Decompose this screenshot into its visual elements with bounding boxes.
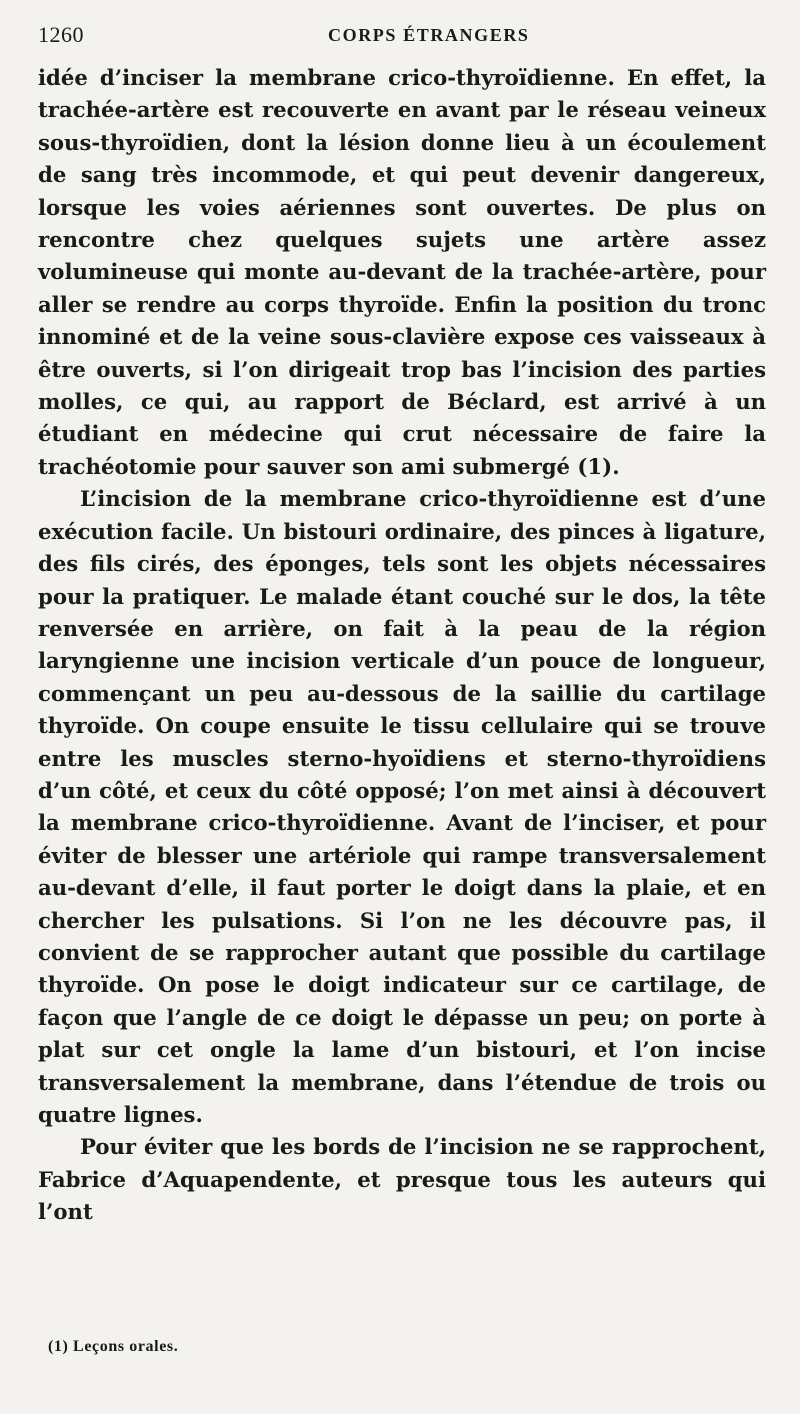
page-header: [38, 22, 766, 62]
body-text: [38, 62, 766, 1229]
paragraph-2: L’incision de la membrane crico-thyroïdienne est d’une exécution facile. Un bistouri ordinaire, des pinces à ligature, des fils cirés, des éponges, tels sont les objets nécessaires pour la pratiquer. Le malade étant couché sur le dos, la tête renversée en arrière, on fait à la peau de la région laryngienne une incision verticale d’un pouce de longueur, commençant un peu au-dessous de la saillie du cartilage thyroïde. On coupe ensuite le tissu cellulaire qui se trouve entre les muscles sterno-hyoïdiens et sterno-thyroïdiens d’un côté, et ceux du côté opposé; l’on met ainsi à découvert la membrane crico-thyroïdienne. Avant de l’inciser, et pour éviter de blesser une artériole qui rampe transversalement au-devant d’elle, il faut porter le doigt dans la plaie, et en chercher les pulsations. Si l’on ne les découvre pas, il convient de se rapprocher autant que possible du cartilage thyroïde. On pose le doigt indicateur sur ce cartilage, de façon que l’angle de ce doigt le dépasse un peu; on porte à plat sur cet ongle la lame d’un bistouri, et l’on incise transversalement la membrane, dans l’étendue de trois ou quatre lignes.: [38, 486, 766, 1127]
page-number: 1260: [38, 22, 84, 47]
paragraph-1: idée d’inciser la membrane crico-thyroïdienne. En effet, la trachée-artère est recouverte en avant par le réseau veineux sous-thyroïdien, dont la lésion donne lieu à un écoulement de sang très incommode, et qui peut devenir dangereux, lorsque les voies aériennes sont ouvertes. De plus on rencontre chez quelques sujets une artère assez volumineuse qui monte au-devant de la trachée-artère, pour aller se rendre au corps thyroïde. Enfin la position du tronc innominé et de la veine sous-clavière expose ces vaisseaux à être ouverts, si l’on dirigeait trop bas l’incision des parties molles, ce qui, au rapport de Béclard, est arrivé à un étudiant en médecine qui crut nécessaire de faire la trachéotomie pour sauver son ami submergé (1).: [38, 65, 766, 479]
paragraph-3: Pour éviter que les bords de l’incision ne se rapprochent, Fabrice d’Aquapendente, et presque tous les auteurs qui l’ont: [38, 1134, 766, 1225]
book-page: [38, 22, 766, 1229]
running-head: CORPS ÉTRANGERS: [328, 25, 530, 45]
footnote: (1) Leçons orales.: [48, 1338, 179, 1355]
